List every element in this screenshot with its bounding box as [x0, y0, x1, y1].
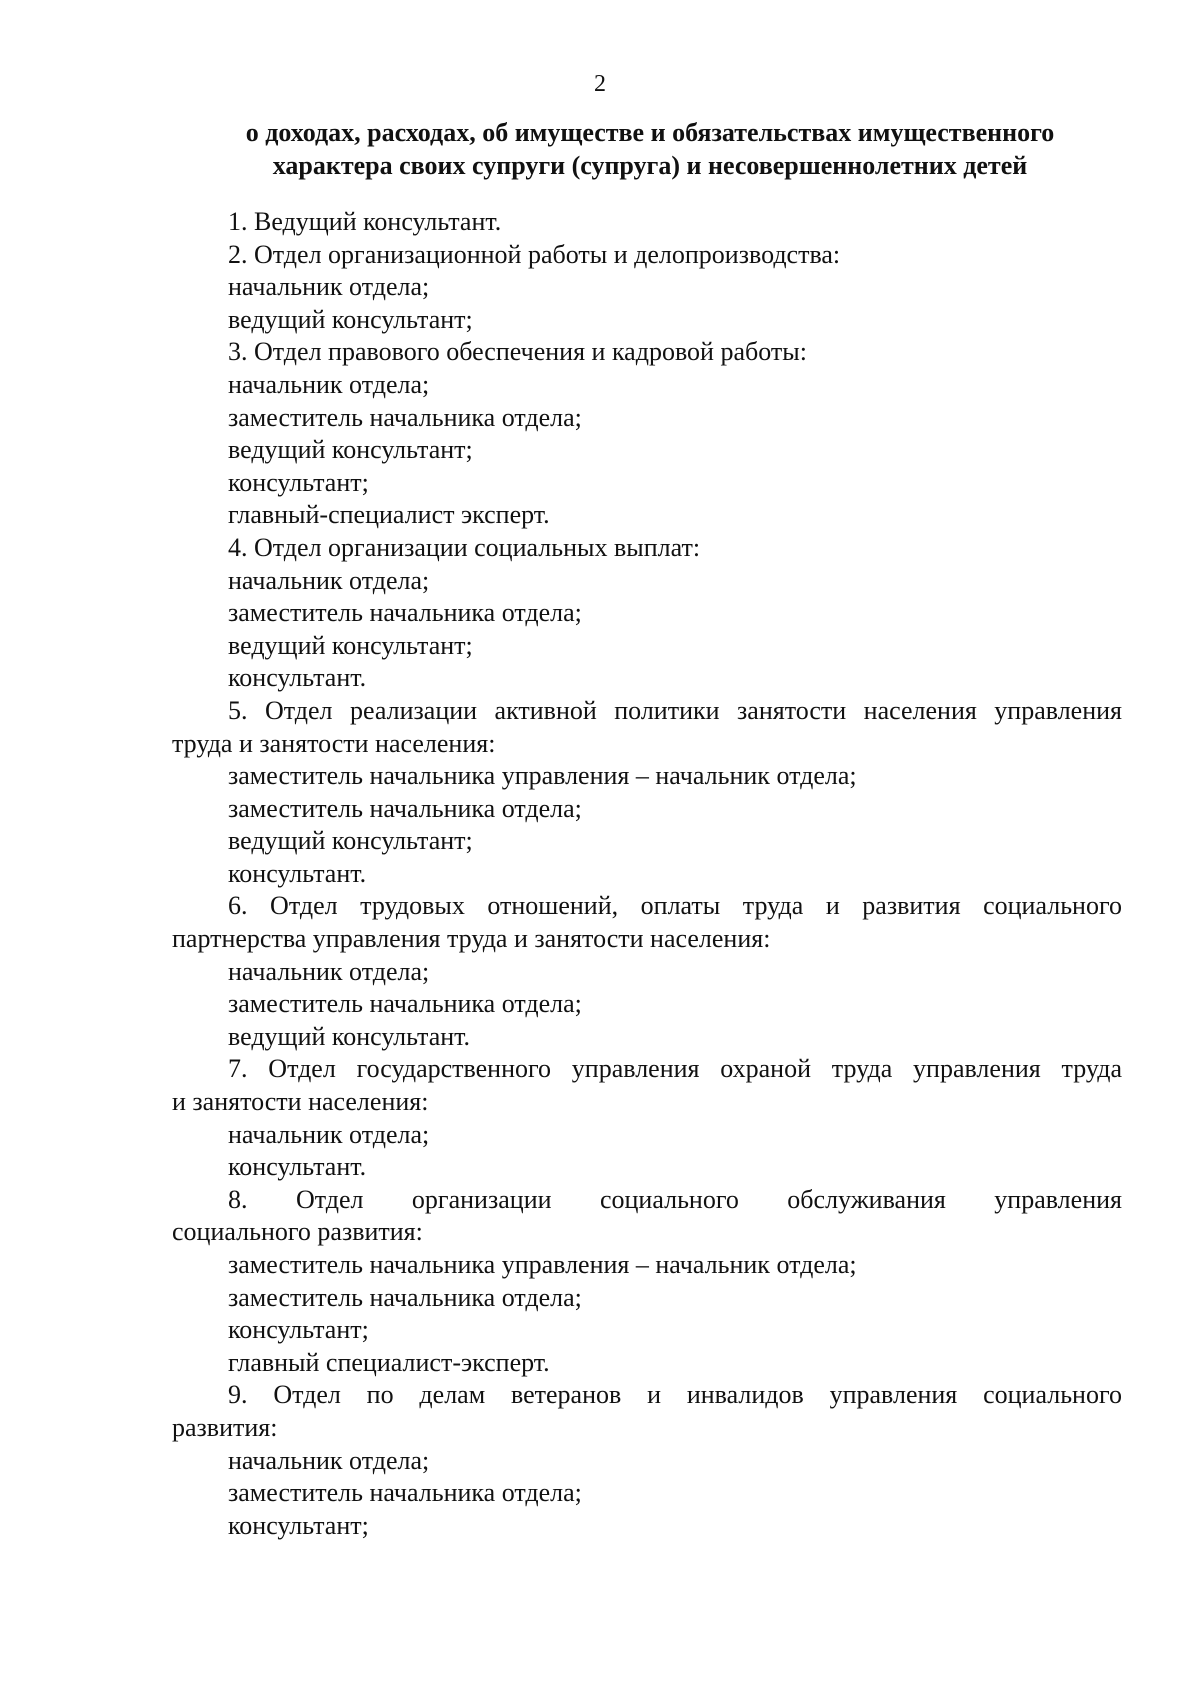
position-line: ведущий консультант;: [228, 304, 473, 334]
position-line: главный-специалист эксперт.: [228, 500, 550, 530]
position-line: начальник отдела;: [228, 1119, 430, 1149]
position-line: консультант;: [228, 467, 369, 497]
list-item-5-continuation: труда и занятости населения:: [172, 728, 496, 758]
title-line-2: характера своих супруги (супруга) и несовершеннолетних детей: [272, 151, 1028, 180]
list-item-9: 9. Отдел по делам ветеранов и инвалидов управления социального: [228, 1380, 1122, 1410]
list-item-7-continuation: и занятости населения:: [172, 1087, 429, 1117]
list-item-1: 1. Ведущий консультант.: [228, 207, 502, 236]
list-item-8-continuation: социального развития:: [172, 1217, 423, 1247]
position-line: ведущий консультант.: [228, 1021, 471, 1051]
position-line: ведущий консультант;: [228, 435, 473, 465]
position-line: ведущий консультант;: [228, 630, 473, 660]
position-line: консультант;: [228, 1510, 369, 1540]
position-line: заместитель начальника отдела;: [228, 989, 582, 1019]
document-title: [190, 116, 1110, 182]
list-item-6: 6. Отдел трудовых отношений, оплаты труда и развития социального: [228, 891, 1122, 921]
page-number: 2: [594, 71, 606, 97]
position-line: заместитель начальника управления – начальник отдела;: [228, 761, 857, 791]
position-line: консультант;: [228, 1315, 369, 1345]
position-line: консультант.: [228, 858, 367, 888]
list-item-5: 5. Отдел реализации активной политики занятости населения управления: [228, 695, 1122, 725]
title-line-1: о доходах, расходах, об имуществе и обязательствах имущественного: [245, 118, 1055, 147]
position-line: начальник отдела;: [228, 956, 430, 986]
list-item-9-continuation: развития:: [172, 1412, 278, 1442]
position-line: заместитель начальника отдела;: [228, 402, 582, 432]
position-line: начальник отдела;: [228, 272, 430, 302]
list-item-4: 4. Отдел организации социальных выплат:: [228, 532, 701, 562]
position-line: начальник отдела;: [228, 565, 430, 595]
position-line: начальник отдела;: [228, 369, 430, 399]
position-line: заместитель начальника отдела;: [228, 598, 582, 628]
list-item-7: 7. Отдел государственного управления охраной труда управления труда: [228, 1054, 1122, 1084]
position-line: заместитель начальника отдела;: [228, 1478, 582, 1508]
list-item-2: 2. Отдел организационной работы и делопроизводства:: [228, 239, 841, 269]
list-item-6-continuation: партнерства управления труда и занятости населения:: [172, 924, 771, 954]
position-line: начальник отдела;: [228, 1445, 430, 1475]
position-line: консультант.: [228, 1152, 367, 1182]
positions-list: [172, 206, 1122, 1542]
position-line: ведущий консультант;: [228, 826, 473, 856]
position-line: заместитель начальника отдела;: [228, 793, 582, 823]
position-line: главный специалист-эксперт.: [228, 1347, 550, 1377]
position-line: консультант.: [228, 663, 367, 693]
position-line: заместитель начальника управления – начальник отдела;: [228, 1250, 857, 1279]
list-item-3: 3. Отдел правового обеспечения и кадровой работы:: [228, 337, 807, 367]
position-line: заместитель начальника отдела;: [228, 1282, 582, 1312]
list-item-8: 8. Отдел организации социального обслуживания управления: [228, 1184, 1122, 1214]
